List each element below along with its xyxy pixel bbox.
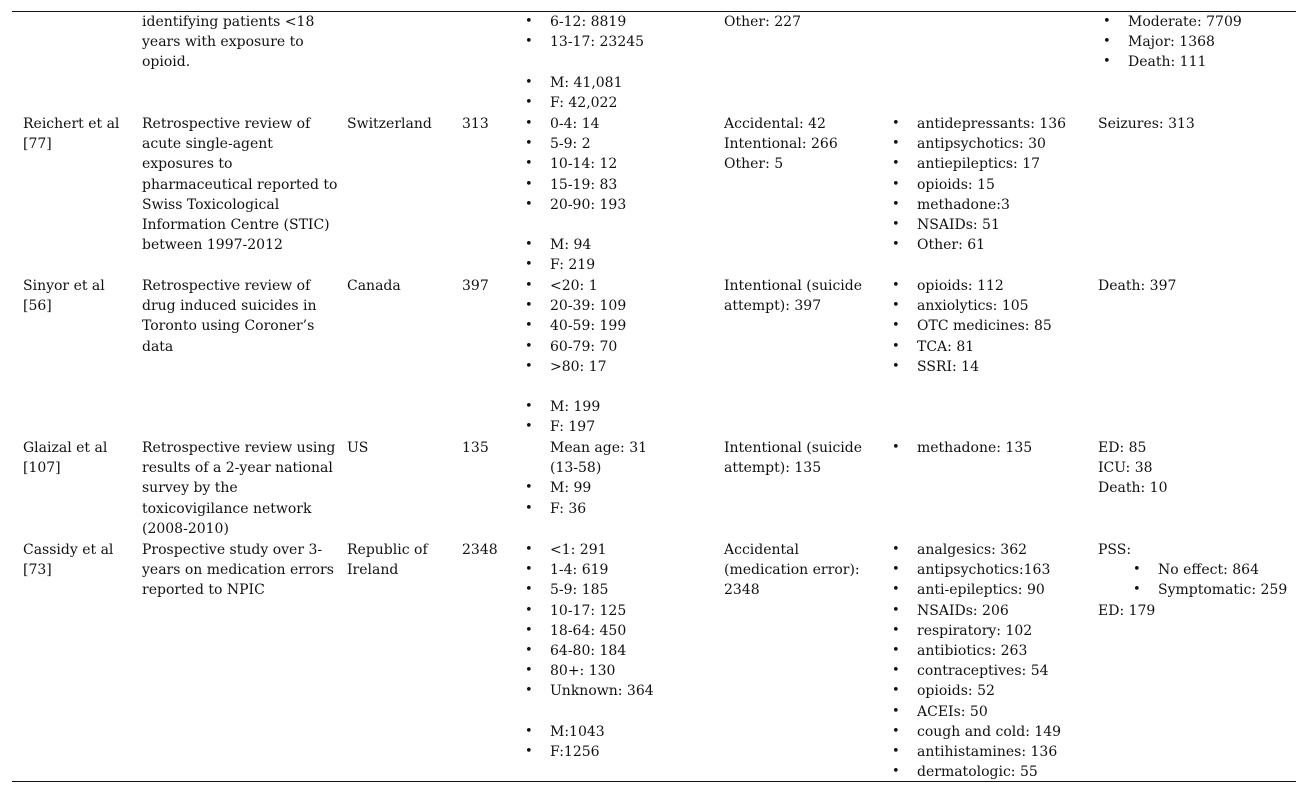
- list-item: • antipsychotics: 30: [917, 134, 1066, 154]
- list-item: • TCA: 81: [917, 337, 1052, 357]
- method-cell: Prospective study over 3- years on medication errors reported to NPIC: [142, 542, 334, 599]
- list-item: • <20: 1: [550, 276, 626, 296]
- list-item: • 0-4: 14: [550, 114, 626, 134]
- age-cell: [550, 12, 644, 113]
- list-item: • anxiolytics: 105: [917, 296, 1052, 316]
- outcome-cell: Death: 397: [1098, 278, 1177, 294]
- list-item: • opioids: 52: [917, 681, 1061, 701]
- list-item: • No effect: 864: [1158, 560, 1287, 580]
- agents-cell: [917, 276, 1052, 377]
- list-item: • ACEIs: 50: [917, 702, 1061, 722]
- agents-cell: [917, 540, 1061, 782]
- list-item: • NSAIDs: 51: [917, 215, 1066, 235]
- list-item: • analgesics: 362: [917, 540, 1061, 560]
- list-item: • F:1256: [550, 742, 654, 762]
- list-item: • 5-9: 2: [550, 134, 626, 154]
- list-item: • 10-17: 125: [550, 601, 654, 621]
- outcome-cell: Seizures: 313: [1098, 116, 1195, 132]
- method-cell: Retrospective review of acute single-agent exposures to pharmaceutical reported to Swiss Toxicological Information Centre (STIC) between 1997-2012: [142, 116, 338, 254]
- outcome-cell: ED: 85 ICU: 38 Death: 10: [1098, 440, 1168, 497]
- table-bottom-rule: [12, 781, 1296, 782]
- country-cell: Republic of Ireland: [347, 542, 428, 579]
- n-cell: 135: [462, 440, 489, 456]
- list-item: • antihistamines: 136: [917, 742, 1061, 762]
- list-item: • F: 42,022: [550, 93, 644, 113]
- age-cell: [550, 276, 626, 438]
- list-item: • Death: 111: [1128, 52, 1242, 72]
- list-item: • F: 219: [550, 255, 626, 275]
- list-item: • 5-9: 185: [550, 580, 654, 600]
- list-item: • 80+: 130: [550, 661, 654, 681]
- list-item: • M: 94: [550, 235, 626, 255]
- list-item: • M: 41,081: [550, 73, 644, 93]
- intent-cell: Intentional (suicide attempt): 397: [724, 278, 863, 315]
- list-item: • SSRI: 14: [917, 357, 1052, 377]
- list-item: • 1-4: 619: [550, 560, 654, 580]
- intent-cell: Accidental (medication error): 2348: [724, 542, 860, 599]
- list-item: • Unknown: 364: [550, 681, 654, 701]
- list-item: • 15-19: 83: [550, 175, 626, 195]
- list-item: • cough and cold: 149: [917, 722, 1061, 742]
- list-item: • F: 197: [550, 417, 626, 437]
- list-item: • F: 36: [550, 499, 647, 519]
- country-cell: Switzerland: [347, 116, 432, 132]
- list-item: • 18-64: 450: [550, 621, 654, 641]
- list-item: • OTC medicines: 85: [917, 316, 1052, 336]
- list-item: • 10-14: 12: [550, 154, 626, 174]
- list-item: • M: 99: [550, 478, 647, 498]
- list-item: • <1: 291: [550, 540, 654, 560]
- n-cell: 2348: [462, 542, 498, 558]
- intent-cell: Accidental: 42 Intentional: 266 Other: 5: [724, 116, 838, 173]
- list-item: • Major: 1368: [1128, 32, 1242, 52]
- list-item: • antidepressants: 136: [917, 114, 1066, 134]
- agents-cell: [917, 438, 1032, 458]
- list-item: • 40-59: 199: [550, 316, 626, 336]
- intent-cell: Other: 227: [724, 14, 801, 30]
- author-cell: Reichert et al [77]: [23, 116, 120, 153]
- method-cell: Retrospective review of drug induced suicides in Toronto using Coroner’s data: [142, 278, 317, 355]
- list-item: • opioids: 15: [917, 175, 1066, 195]
- age-cell: [550, 114, 626, 276]
- list-item: • M: 199: [550, 397, 626, 417]
- list-item: • respiratory: 102: [917, 621, 1061, 641]
- list-item: • NSAIDs: 206: [917, 601, 1061, 621]
- list-item: • methadone: 135: [917, 438, 1032, 458]
- author-cell: Cassidy et al [73]: [23, 542, 114, 579]
- country-cell: US: [347, 440, 369, 456]
- age-cell: [550, 540, 654, 762]
- author-cell: Sinyor et al [56]: [23, 278, 105, 315]
- age-cell: Mean age: 31 (13-58) • M: 99 • F: 36: [550, 438, 647, 519]
- list-item: • Symptomatic: 259: [1158, 580, 1287, 600]
- list-item: • antiepileptics: 17: [917, 154, 1066, 174]
- list-item: • 13-17: 23245: [550, 32, 644, 52]
- list-item: • Other: 61: [917, 235, 1066, 255]
- list-item: • 64-80: 184: [550, 641, 654, 661]
- method-cell: identifying patients <18 years with exposure to opioid.: [142, 14, 315, 71]
- list-item: • 60-79: 70: [550, 337, 626, 357]
- list-item: • Moderate: 7709: [1128, 12, 1242, 32]
- agents-cell: [917, 114, 1066, 255]
- n-cell: 397: [462, 278, 489, 294]
- method-cell: Retrospective review using results of a 2-year national survey by the toxicovigilance network (2008-2010): [142, 440, 336, 537]
- list-item: • 20-90: 193: [550, 195, 626, 215]
- list-item: • anti-epileptics: 90: [917, 580, 1061, 600]
- n-cell: 313: [462, 116, 489, 132]
- intent-cell: Intentional (suicide attempt): 135: [724, 440, 863, 477]
- outcome-cell: [1128, 12, 1242, 73]
- list-item: • M:1043: [550, 722, 654, 742]
- list-item: • antibiotics: 263: [917, 641, 1061, 661]
- list-item: • 6-12: 8819: [550, 12, 644, 32]
- list-item: • dermatologic: 55: [917, 762, 1061, 782]
- list-item: • >80: 17: [550, 357, 626, 377]
- country-cell: Canada: [347, 278, 401, 294]
- author-cell: Glaizal et al [107]: [23, 440, 108, 477]
- list-item: • methadone:3: [917, 195, 1066, 215]
- list-item: • opioids: 112: [917, 276, 1052, 296]
- list-item: • contraceptives: 54: [917, 661, 1061, 681]
- outcome-cell: PSS: • No effect: 864 • Symptomatic: 259 ED: 179: [1098, 540, 1287, 621]
- list-item: • antipsychotics:163: [917, 560, 1061, 580]
- list-item: • 20-39: 109: [550, 296, 626, 316]
